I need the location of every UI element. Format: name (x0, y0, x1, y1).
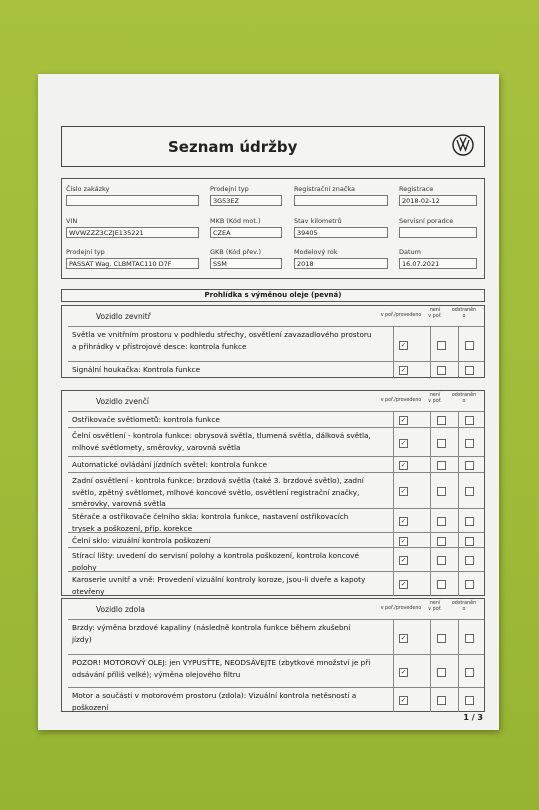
section-header (62, 599, 484, 619)
column-divider (458, 620, 459, 655)
column-divider (458, 548, 459, 572)
section-header (62, 306, 484, 326)
mkb-label: MKB (Kód mot.) (210, 217, 261, 225)
not-ok-checkbox[interactable] (437, 668, 446, 677)
column-header-removed-line2: o (462, 607, 466, 612)
done-checkbox[interactable]: ✓ (400, 487, 407, 495)
column-header-not-ok (428, 601, 442, 613)
not-ok-checkbox[interactable] (437, 517, 446, 526)
not-ok-checkbox[interactable] (437, 696, 446, 705)
column-divider (393, 548, 394, 572)
column-header-not-ok-line2: v poř. (428, 399, 442, 404)
column-divider (458, 473, 459, 509)
checklist-row (68, 456, 484, 473)
column-divider (393, 362, 394, 378)
column-divider (458, 412, 459, 428)
removed-checkbox[interactable] (465, 416, 474, 425)
column-divider (458, 428, 459, 457)
column-divider (393, 428, 394, 457)
checklist-row (68, 427, 484, 457)
column-divider (458, 457, 459, 473)
not-ok-checkbox[interactable] (437, 416, 446, 425)
model-year-field[interactable]: 2018 (294, 258, 388, 269)
column-divider (430, 412, 431, 428)
not-ok-checkbox[interactable] (437, 366, 446, 375)
removed-checkbox[interactable] (465, 461, 474, 470)
removed-checkbox[interactable] (465, 668, 474, 677)
checklist-row (68, 472, 484, 509)
column-header-removed-line1: odstraněn (451, 601, 477, 606)
title-box (61, 126, 485, 167)
vin-label: VIN (66, 217, 78, 225)
column-divider (393, 327, 394, 362)
column-header-not-ok-line1: není (429, 601, 441, 606)
not-ok-checkbox[interactable] (437, 439, 446, 448)
column-divider (458, 533, 459, 548)
column-divider (430, 688, 431, 712)
order-number-label: Číslo zakázky (66, 185, 110, 193)
column-divider (430, 548, 431, 572)
removed-checkbox[interactable] (465, 439, 474, 448)
removed-checkbox[interactable] (465, 341, 474, 350)
checklist-item-text: POZOR! MOTOROVÝ OLEJ: jen VYPUSŤTE, NEODSÁVEJTE (zbytkové množství je při odsávání příliš velké); výměna olejového filtru (72, 658, 371, 679)
section-header (62, 391, 484, 411)
column-header-removed (450, 601, 478, 613)
done-checkbox[interactable]: ✓ (400, 537, 407, 545)
column-divider (458, 509, 459, 533)
column-divider (430, 473, 431, 509)
page-title: Seznam údržby (168, 138, 298, 156)
not-ok-checkbox[interactable] (437, 487, 446, 496)
column-divider (393, 688, 394, 712)
section-title: Vozidlo zvenčí (96, 397, 149, 406)
done-checkbox[interactable]: ✓ (400, 634, 407, 642)
checklist-item-text: Motor a součásti v motorovém prostoru (zdola): Vizuální kontrola netěsností a poškození (72, 691, 357, 712)
registration-field[interactable]: 2018-02-12 (399, 195, 477, 206)
registration-label: Registrace (399, 185, 434, 193)
mileage-label: Stav kilometrů (294, 217, 342, 225)
column-divider (393, 457, 394, 473)
removed-checkbox[interactable] (465, 580, 474, 589)
checklist-row (68, 361, 484, 378)
checklist-row (68, 571, 484, 596)
column-header-done: v poř./provedeno (380, 606, 422, 611)
column-divider (430, 572, 431, 596)
removed-checkbox[interactable] (465, 517, 474, 526)
checklist-item-text: Čelní osvětlení - kontrola funkce: obrysová světla, tlumená světla, dálková světla, mlhové světlomety, směrovky, varovná světla (72, 431, 371, 452)
vin-field[interactable]: WVWZZZ3CZJE135221 (66, 227, 199, 238)
service-advisor-field[interactable] (399, 227, 477, 238)
column-divider (430, 362, 431, 378)
not-ok-checkbox[interactable] (437, 341, 446, 350)
vw-logo-icon (452, 134, 474, 156)
column-header-done: v poř./provedeno (380, 398, 422, 403)
done-checkbox[interactable]: ✓ (400, 517, 407, 525)
sales-type-label: Prodejní typ (210, 185, 249, 193)
column-header-removed (450, 393, 478, 405)
column-divider (430, 509, 431, 533)
checklist-item-text: Zadní osvětlení - kontrola funkce: brzdová světla (také 3. brzdové světlo), zadní světlo, zpětný světlomet, mlhové koncové světlo, osvětlení registrační značky, směrovky, varovná světla (72, 476, 364, 508)
registration-plate-label: Registrační značka (294, 185, 356, 193)
not-ok-checkbox[interactable] (437, 537, 446, 546)
inspection-type-bar: Prohlídka s výměnou oleje (pevná) (61, 289, 485, 302)
column-divider (393, 620, 394, 655)
checklist-row (68, 547, 484, 572)
section-title: Vozidlo zdola (96, 605, 145, 614)
column-header-not-ok-line2: v poř. (428, 314, 442, 319)
column-divider (430, 327, 431, 362)
sales-type-name-label: Prodejní typ (66, 248, 105, 256)
column-divider (430, 457, 431, 473)
column-divider (430, 428, 431, 457)
column-divider (430, 620, 431, 655)
mkb-field[interactable]: CZEA (210, 227, 282, 238)
checklist-item-text: Stěrače a ostřikovače čelního skla: kontrola funkce, nastavení ostřikovacích trysek a poškození, příp. korekce (72, 512, 349, 533)
checklist-row (68, 411, 484, 428)
column-divider (458, 688, 459, 712)
date-field[interactable]: 16.07.2021 (399, 258, 477, 269)
checklist-item-text: Ostřikovače světlometů: kontrola funkce (72, 415, 220, 424)
checklist-row (68, 532, 484, 548)
checklist-item-text: Karoserie uvnitř a vně: Provedení vizuální kontroly koroze, jsou-li dveře a kapoty otevřeny (72, 575, 366, 596)
registration-plate-field[interactable] (294, 195, 388, 206)
checklist-row (68, 326, 484, 362)
done-checkbox[interactable]: ✓ (400, 439, 407, 447)
checklist-section (61, 305, 485, 378)
checklist-item-text: Automatické ovládání jízdních světel: kontrola funkce (72, 460, 268, 469)
column-divider (430, 533, 431, 548)
column-divider (393, 572, 394, 596)
date-label: Datum (399, 248, 421, 256)
column-header-removed (450, 308, 478, 320)
gkb-label: GKB (Kód přev.) (210, 248, 262, 256)
column-header-removed-line2: o (462, 314, 466, 319)
column-header-done: v poř./provedeno (380, 313, 422, 318)
service-advisor-label: Servisní poradce (399, 217, 454, 225)
column-header-not-ok-line1: není (429, 393, 441, 398)
done-checkbox[interactable]: ✓ (400, 366, 407, 374)
not-ok-checkbox[interactable] (437, 461, 446, 470)
order-number-field[interactable] (66, 195, 199, 206)
column-divider (430, 655, 431, 688)
done-checkbox[interactable]: ✓ (400, 556, 407, 564)
checklist-row (68, 508, 484, 533)
checklist-row (68, 619, 484, 655)
model-year-label: Modelový rok (294, 248, 338, 256)
column-divider (393, 655, 394, 688)
column-divider (393, 509, 394, 533)
done-checkbox[interactable]: ✓ (400, 580, 407, 588)
maintenance-sheet (38, 74, 499, 730)
column-header-removed-line1: odstraněn (451, 308, 477, 313)
column-divider (393, 473, 394, 509)
done-checkbox[interactable]: ✓ (400, 341, 407, 349)
mileage-field[interactable]: 39405 (294, 227, 388, 238)
column-header-not-ok (428, 308, 442, 320)
checklist-item-text: Čelní sklo: vizuální kontrola poškození (72, 536, 211, 545)
checklist-row (68, 687, 484, 712)
done-checkbox[interactable]: ✓ (400, 696, 407, 704)
done-checkbox[interactable]: ✓ (400, 461, 407, 469)
removed-checkbox[interactable] (465, 556, 474, 565)
column-divider (393, 412, 394, 428)
not-ok-checkbox[interactable] (437, 556, 446, 565)
checklist-row (68, 654, 484, 688)
removed-checkbox[interactable] (465, 696, 474, 705)
section-title: Vozidlo zevnitř (96, 312, 151, 321)
column-header-removed-line2: o (462, 399, 466, 404)
column-divider (458, 362, 459, 378)
checklist-section (61, 390, 485, 596)
column-header-not-ok-line1: není (429, 308, 441, 313)
column-header-removed-line1: odstraněn (451, 393, 477, 398)
column-header-not-ok-line2: v poř. (428, 607, 442, 612)
not-ok-checkbox[interactable] (437, 634, 446, 643)
sales-type-field[interactable]: 3G53EZ (210, 195, 282, 206)
not-ok-checkbox[interactable] (437, 580, 446, 589)
sales-type-name-field[interactable]: PASSAT Wag. CLBMTAC110 D7F (66, 258, 199, 269)
checklist-section (61, 598, 485, 712)
checklist-item-text: Brzdy: výměna brzdové kapaliny (následně kontrola funkce během zkušební jízdy) (72, 623, 351, 644)
checklist-item-text: Světla ve vnitřním prostoru v podhledu střechy, osvětlení zavazadlového prostoru a přihrádky v přístrojové desce: kontrola funkce (72, 330, 372, 351)
column-divider (393, 533, 394, 548)
checklist-item-text: Stírací lišty: uvedení do servisní polohy a kontrola poškození, kontrola koncové polohy (72, 551, 359, 572)
removed-checkbox[interactable] (465, 487, 474, 496)
column-divider (458, 327, 459, 362)
done-checkbox[interactable]: ✓ (400, 416, 407, 424)
vehicle-info (61, 178, 485, 279)
removed-checkbox[interactable] (465, 366, 474, 375)
column-header-not-ok (428, 393, 442, 405)
column-divider (458, 655, 459, 688)
checklist-item-text: Signální houkačka: Kontrola funkce (72, 365, 201, 374)
done-checkbox[interactable]: ✓ (400, 668, 407, 676)
removed-checkbox[interactable] (465, 634, 474, 643)
removed-checkbox[interactable] (465, 537, 474, 546)
gkb-field[interactable]: SSM (210, 258, 282, 269)
column-divider (458, 572, 459, 596)
page-number: 1 / 3 (463, 713, 483, 722)
